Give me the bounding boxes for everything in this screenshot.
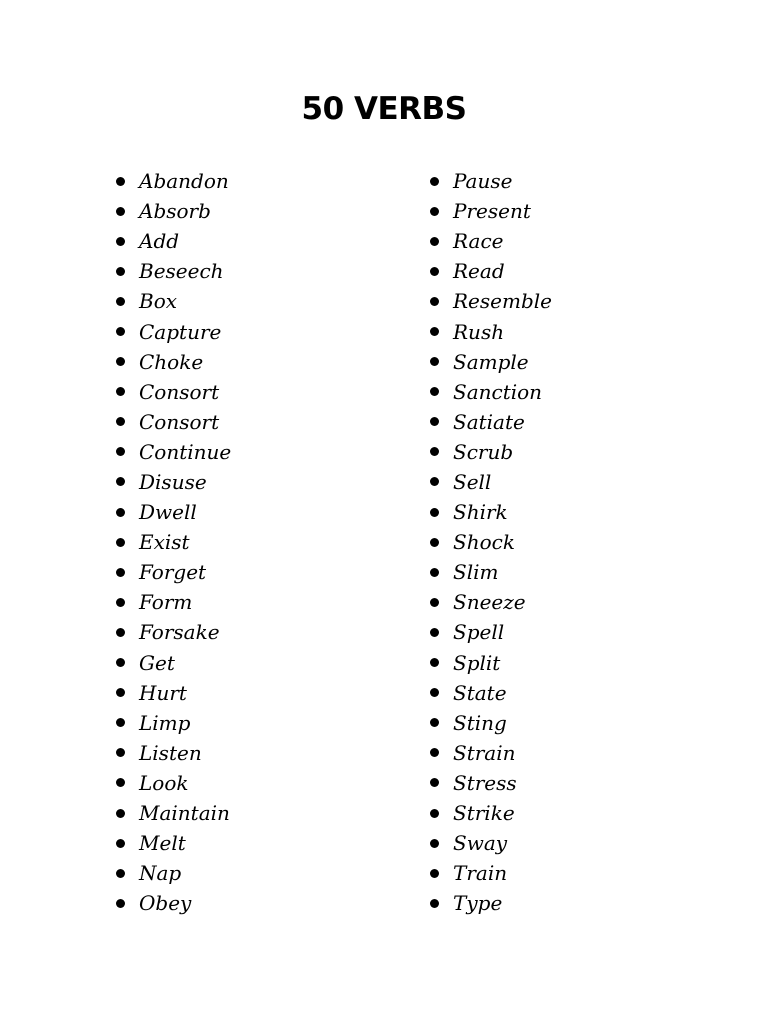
verb-text: Dwell	[139, 500, 197, 525]
bullet-icon	[116, 538, 125, 547]
verb-list-item	[116, 497, 231, 527]
verb-text: Train	[453, 861, 508, 886]
bullet-icon	[430, 598, 439, 607]
verb-list-item	[116, 828, 231, 858]
bullet-icon	[116, 778, 125, 787]
verb-list-item	[430, 858, 552, 888]
verb-list-item	[116, 708, 231, 738]
verb-text: Listen	[139, 740, 202, 765]
bullet-icon	[116, 267, 125, 276]
verb-list-item	[430, 648, 552, 678]
verb-list-item	[116, 256, 231, 286]
verb-text: Present	[453, 199, 531, 224]
bullet-icon	[430, 327, 439, 336]
bullet-icon	[116, 417, 125, 426]
verb-list-item	[430, 888, 552, 918]
verb-text: Forget	[139, 560, 207, 585]
verb-text: Beseech	[139, 259, 224, 284]
verb-text: Satiate	[453, 409, 525, 434]
verb-list-item	[430, 557, 552, 587]
bullet-icon	[116, 387, 125, 396]
verb-list-item	[116, 587, 231, 617]
bullet-icon	[116, 477, 125, 486]
verb-text: Type	[453, 891, 503, 916]
verb-list-item	[430, 768, 552, 798]
bullet-icon	[430, 748, 439, 757]
verb-text: Nap	[139, 861, 182, 886]
verb-list-item	[116, 557, 231, 587]
bullet-icon	[116, 568, 125, 577]
bullet-icon	[116, 899, 125, 908]
verb-list-item	[430, 437, 552, 467]
bullet-icon	[430, 628, 439, 637]
verb-list-item	[116, 738, 231, 768]
bullet-icon	[430, 688, 439, 697]
verb-list-item	[430, 407, 552, 437]
verb-text: Shirk	[453, 500, 508, 525]
verb-text: Sting	[453, 710, 507, 735]
verb-list-item	[116, 768, 231, 798]
verb-list-item	[430, 226, 552, 256]
verb-text: Sway	[453, 831, 508, 856]
verb-list-item	[116, 196, 231, 226]
verb-text: Consort	[139, 409, 220, 434]
bullet-icon	[116, 237, 125, 246]
verb-text: Shock	[453, 530, 515, 555]
verb-list-item	[430, 678, 552, 708]
verb-text: Form	[139, 590, 193, 615]
verb-text: Choke	[139, 349, 204, 374]
verb-list-item	[116, 377, 231, 407]
verb-list-item	[116, 407, 231, 437]
bullet-icon	[430, 207, 439, 216]
bullet-icon	[430, 297, 439, 306]
verb-list-item	[116, 648, 231, 678]
bullet-icon	[430, 809, 439, 818]
bullet-icon	[430, 357, 439, 366]
bullet-icon	[116, 177, 125, 186]
verb-list-item	[116, 888, 231, 918]
verb-text: Obey	[139, 891, 192, 916]
verb-list-item	[116, 678, 231, 708]
bullet-icon	[116, 658, 125, 667]
verb-text: Slim	[453, 560, 499, 585]
verb-list-item	[116, 527, 231, 557]
bullet-icon	[116, 748, 125, 757]
verb-list-item	[430, 708, 552, 738]
verb-text: Limp	[139, 710, 191, 735]
verb-list-item	[430, 738, 552, 768]
bullet-icon	[116, 809, 125, 818]
verb-text: Rush	[453, 319, 505, 344]
bullet-icon	[116, 598, 125, 607]
bullet-icon	[430, 658, 439, 667]
verb-list-item	[116, 858, 231, 888]
verb-text: Maintain	[139, 801, 230, 826]
verb-list-item	[116, 316, 231, 346]
verb-text: Look	[139, 770, 189, 795]
verb-list-item	[430, 617, 552, 647]
verb-list-item	[430, 256, 552, 286]
bullet-icon	[116, 447, 125, 456]
verb-text: Melt	[139, 831, 186, 856]
bullet-icon	[116, 869, 125, 878]
verb-text: Abandon	[139, 169, 229, 194]
verb-text: Sell	[453, 469, 492, 494]
verb-list-item	[430, 828, 552, 858]
bullet-icon	[116, 297, 125, 306]
bullet-icon	[116, 508, 125, 517]
bullet-icon	[116, 839, 125, 848]
bullet-icon	[116, 628, 125, 637]
verb-list-item	[430, 587, 552, 617]
bullet-icon	[116, 327, 125, 336]
verb-list-item	[116, 166, 231, 196]
bullet-icon	[430, 568, 439, 577]
bullet-icon	[116, 357, 125, 366]
verb-list-item	[430, 316, 552, 346]
verb-list-item	[116, 286, 231, 316]
verb-text: Split	[453, 650, 501, 675]
bullet-icon	[430, 508, 439, 517]
verb-text: Forsake	[139, 620, 220, 645]
bullet-icon	[116, 207, 125, 216]
verb-text: Exist	[139, 530, 190, 555]
verb-text: Get	[139, 650, 175, 675]
verb-text: Sanction	[453, 379, 543, 404]
verb-text: Pause	[453, 169, 513, 194]
bullet-icon	[430, 718, 439, 727]
bullet-icon	[430, 839, 439, 848]
verb-list-item	[430, 467, 552, 497]
verb-text: Disuse	[139, 469, 207, 494]
verb-text: Capture	[139, 319, 222, 344]
verb-text: Hurt	[139, 680, 187, 705]
verb-text: State	[453, 680, 507, 705]
verb-list-item	[430, 798, 552, 828]
verb-text: Consort	[139, 379, 220, 404]
bullet-icon	[430, 177, 439, 186]
verb-text: Strain	[453, 740, 516, 765]
verb-text: Spell	[453, 620, 505, 645]
verb-list-item	[430, 527, 552, 557]
verb-list-item	[116, 467, 231, 497]
verb-list-item	[430, 286, 552, 316]
verb-list-item	[116, 617, 231, 647]
bullet-icon	[430, 417, 439, 426]
verb-text: Continue	[139, 439, 232, 464]
verb-list-item	[116, 347, 231, 377]
verb-text: Scrub	[453, 439, 514, 464]
bullet-icon	[430, 899, 439, 908]
bullet-icon	[430, 778, 439, 787]
bullet-icon	[116, 688, 125, 697]
bullet-icon	[430, 538, 439, 547]
verb-list-item	[430, 196, 552, 226]
verb-text: Strike	[453, 801, 515, 826]
verb-text: Sample	[453, 349, 529, 374]
verb-list-item	[430, 166, 552, 196]
bullet-icon	[430, 869, 439, 878]
verb-list-item	[430, 497, 552, 527]
bullet-icon	[430, 477, 439, 486]
verb-text: Add	[139, 229, 180, 254]
bullet-icon	[430, 237, 439, 246]
verb-list-left-column	[116, 166, 231, 918]
verb-list-item	[430, 347, 552, 377]
verb-text: Stress	[453, 770, 517, 795]
bullet-icon	[116, 718, 125, 727]
verb-list-item	[116, 226, 231, 256]
verb-list-right-column	[430, 166, 552, 918]
verb-text: Race	[453, 229, 504, 254]
verb-text: Box	[139, 289, 178, 314]
bullet-icon	[430, 447, 439, 456]
verb-list-item	[116, 798, 231, 828]
bullet-icon	[430, 267, 439, 276]
verb-text: Sneeze	[453, 590, 526, 615]
page-title: 50 VERBS	[301, 91, 467, 127]
verb-text: Resemble	[453, 289, 552, 314]
verb-text: Absorb	[139, 199, 211, 224]
verb-list-item	[116, 437, 231, 467]
verb-list-item	[430, 377, 552, 407]
verb-text: Read	[453, 259, 505, 284]
bullet-icon	[430, 387, 439, 396]
